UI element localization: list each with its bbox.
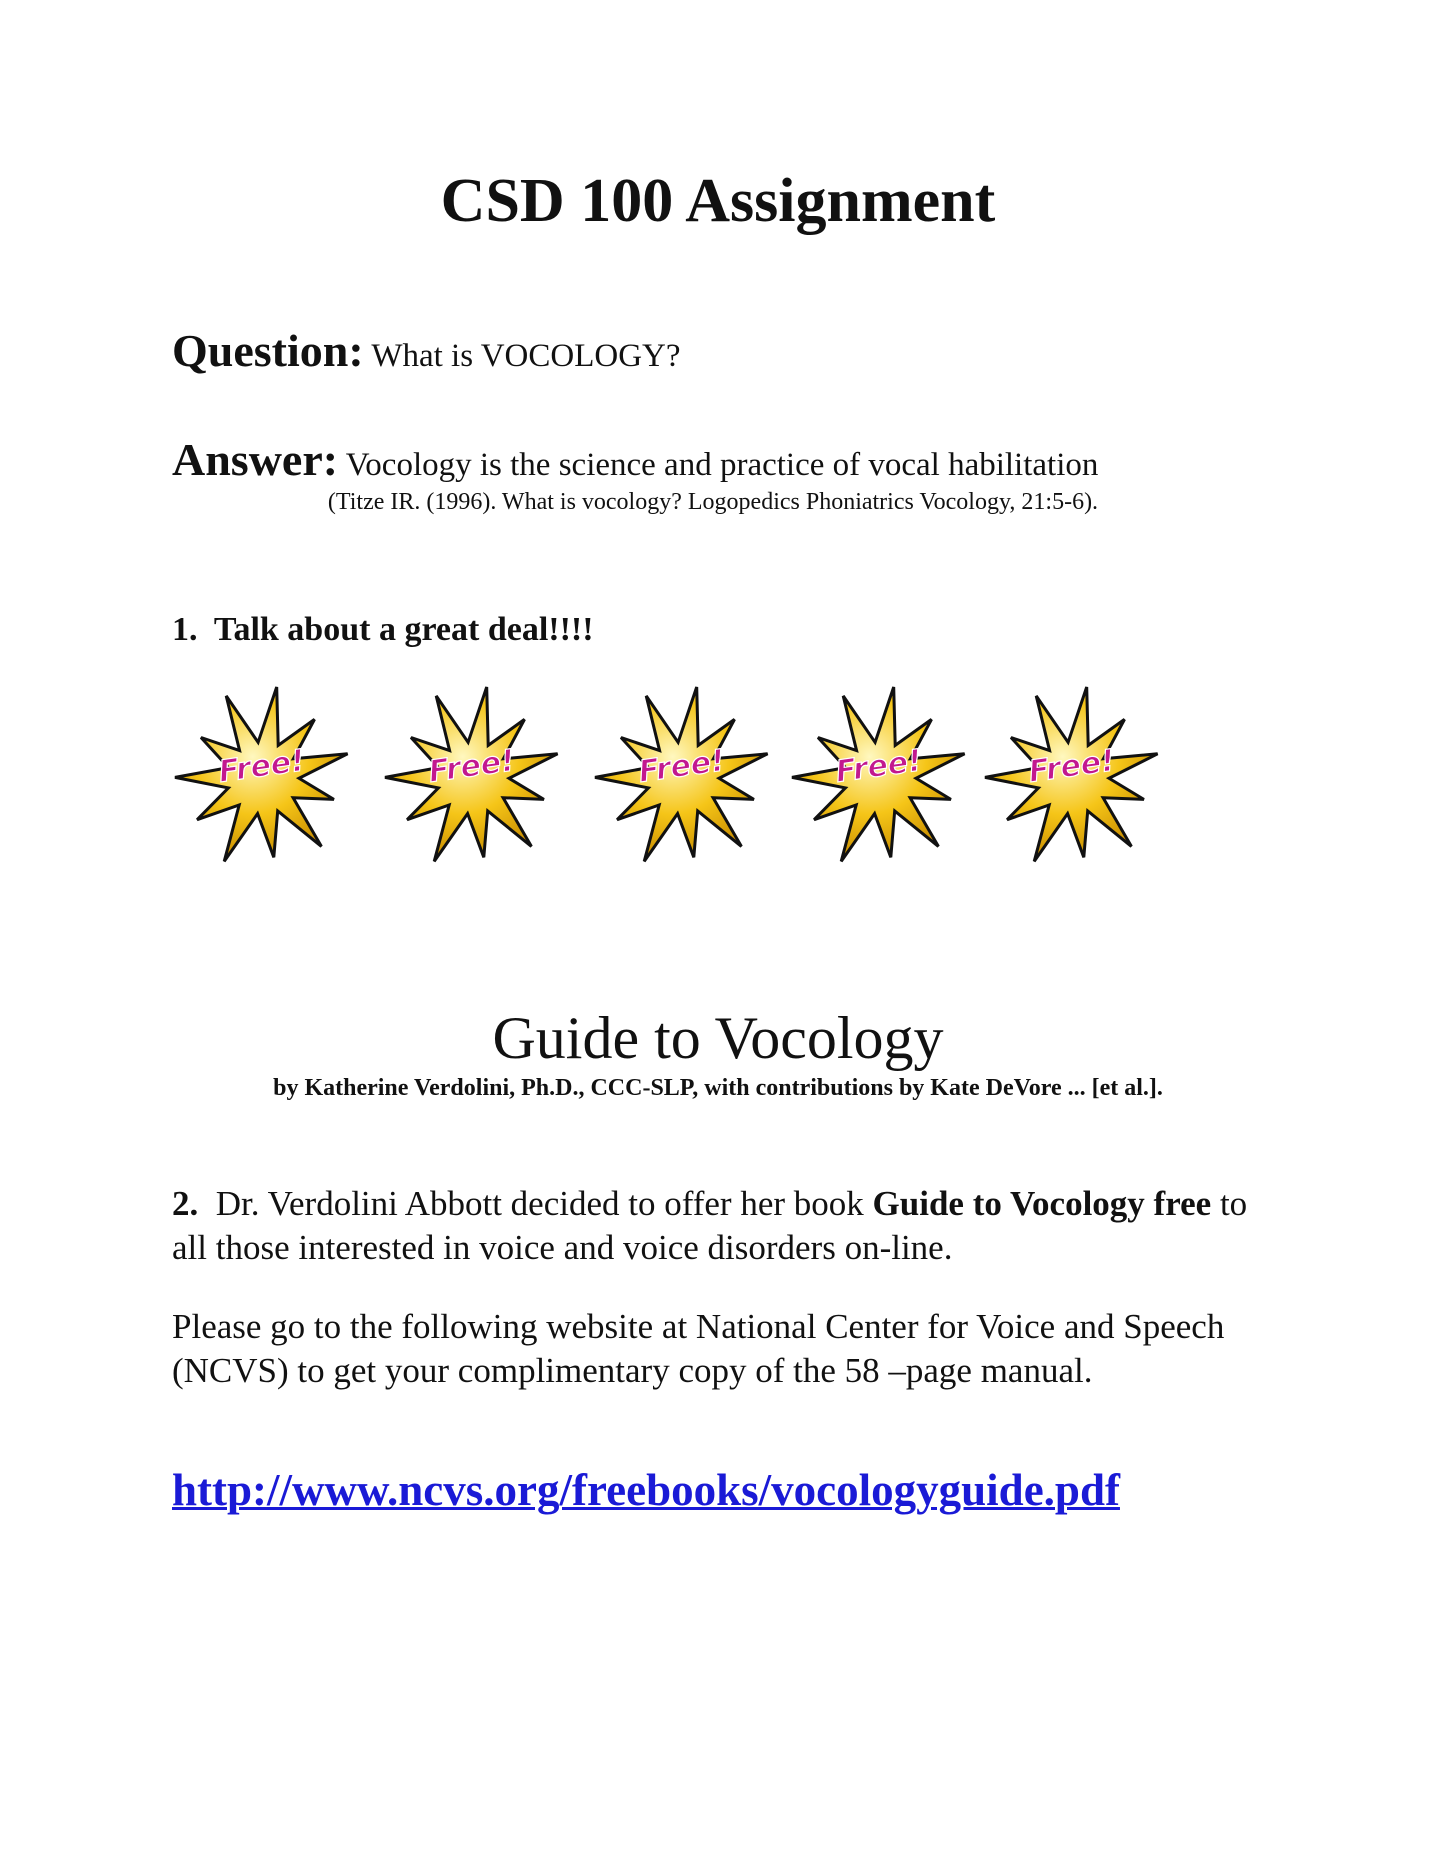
answer-citation: (Titze IR. (1996). What is vocology? Logopedics Phoniatrics Vocology, 21:5-6). xyxy=(327,489,1099,515)
ncvs-paragraph: Please go to the following website at National Center for Voice and Speech (NCVS) to get your complimentary copy of the 58 –page manual. xyxy=(172,1307,1225,1390)
answer-text: Vocology is the science and practice of vocal habilitation xyxy=(345,447,1099,483)
item-2-book-title: Guide to Vocology xyxy=(872,1184,1145,1223)
answer-line xyxy=(172,434,1099,485)
guide-title: Guide to Vocology xyxy=(492,1005,944,1071)
item-2-text-end: to all those interested in voice and voice disorders on-line. xyxy=(172,1184,1248,1267)
free-star-badge xyxy=(380,680,566,876)
page-title: CSD 100 Assignment xyxy=(440,167,996,235)
item-2-text-start: Dr. Verdolini Abbott decided to offer her book xyxy=(215,1184,864,1223)
question-line xyxy=(172,325,681,376)
free-star-badge xyxy=(787,680,973,876)
free-label: Free! xyxy=(636,743,727,790)
item-1-text: Talk about a great deal!!!! xyxy=(213,611,594,648)
free-star-badge xyxy=(590,680,776,876)
item-2-number: 2. xyxy=(172,1184,199,1223)
free-label: Free! xyxy=(426,743,517,790)
free-label: Free! xyxy=(1026,743,1117,790)
item-2-free-word: free xyxy=(1153,1184,1212,1223)
item-2-paragraph xyxy=(172,1182,1282,1270)
vocology-guide-link[interactable]: http://www.ncvs.org/freebooks/vocologyguide.pdf xyxy=(172,1465,1120,1515)
free-star-badge xyxy=(980,680,1166,876)
question-label: Question: xyxy=(172,325,364,376)
free-star-badge xyxy=(170,680,356,876)
question-text: What is VOCOLOGY? xyxy=(371,338,681,374)
free-label: Free! xyxy=(216,743,307,790)
answer-label: Answer: xyxy=(172,434,339,485)
free-label: Free! xyxy=(833,743,924,790)
guide-byline: by Katherine Verdolini, Ph.D., CCC-SLP, with contributions by Kate DeVore ... [et al.]. xyxy=(273,1075,1163,1101)
free-badges-row xyxy=(170,680,1190,880)
item-1-heading xyxy=(172,613,594,647)
item-1-number: 1. xyxy=(172,611,198,648)
